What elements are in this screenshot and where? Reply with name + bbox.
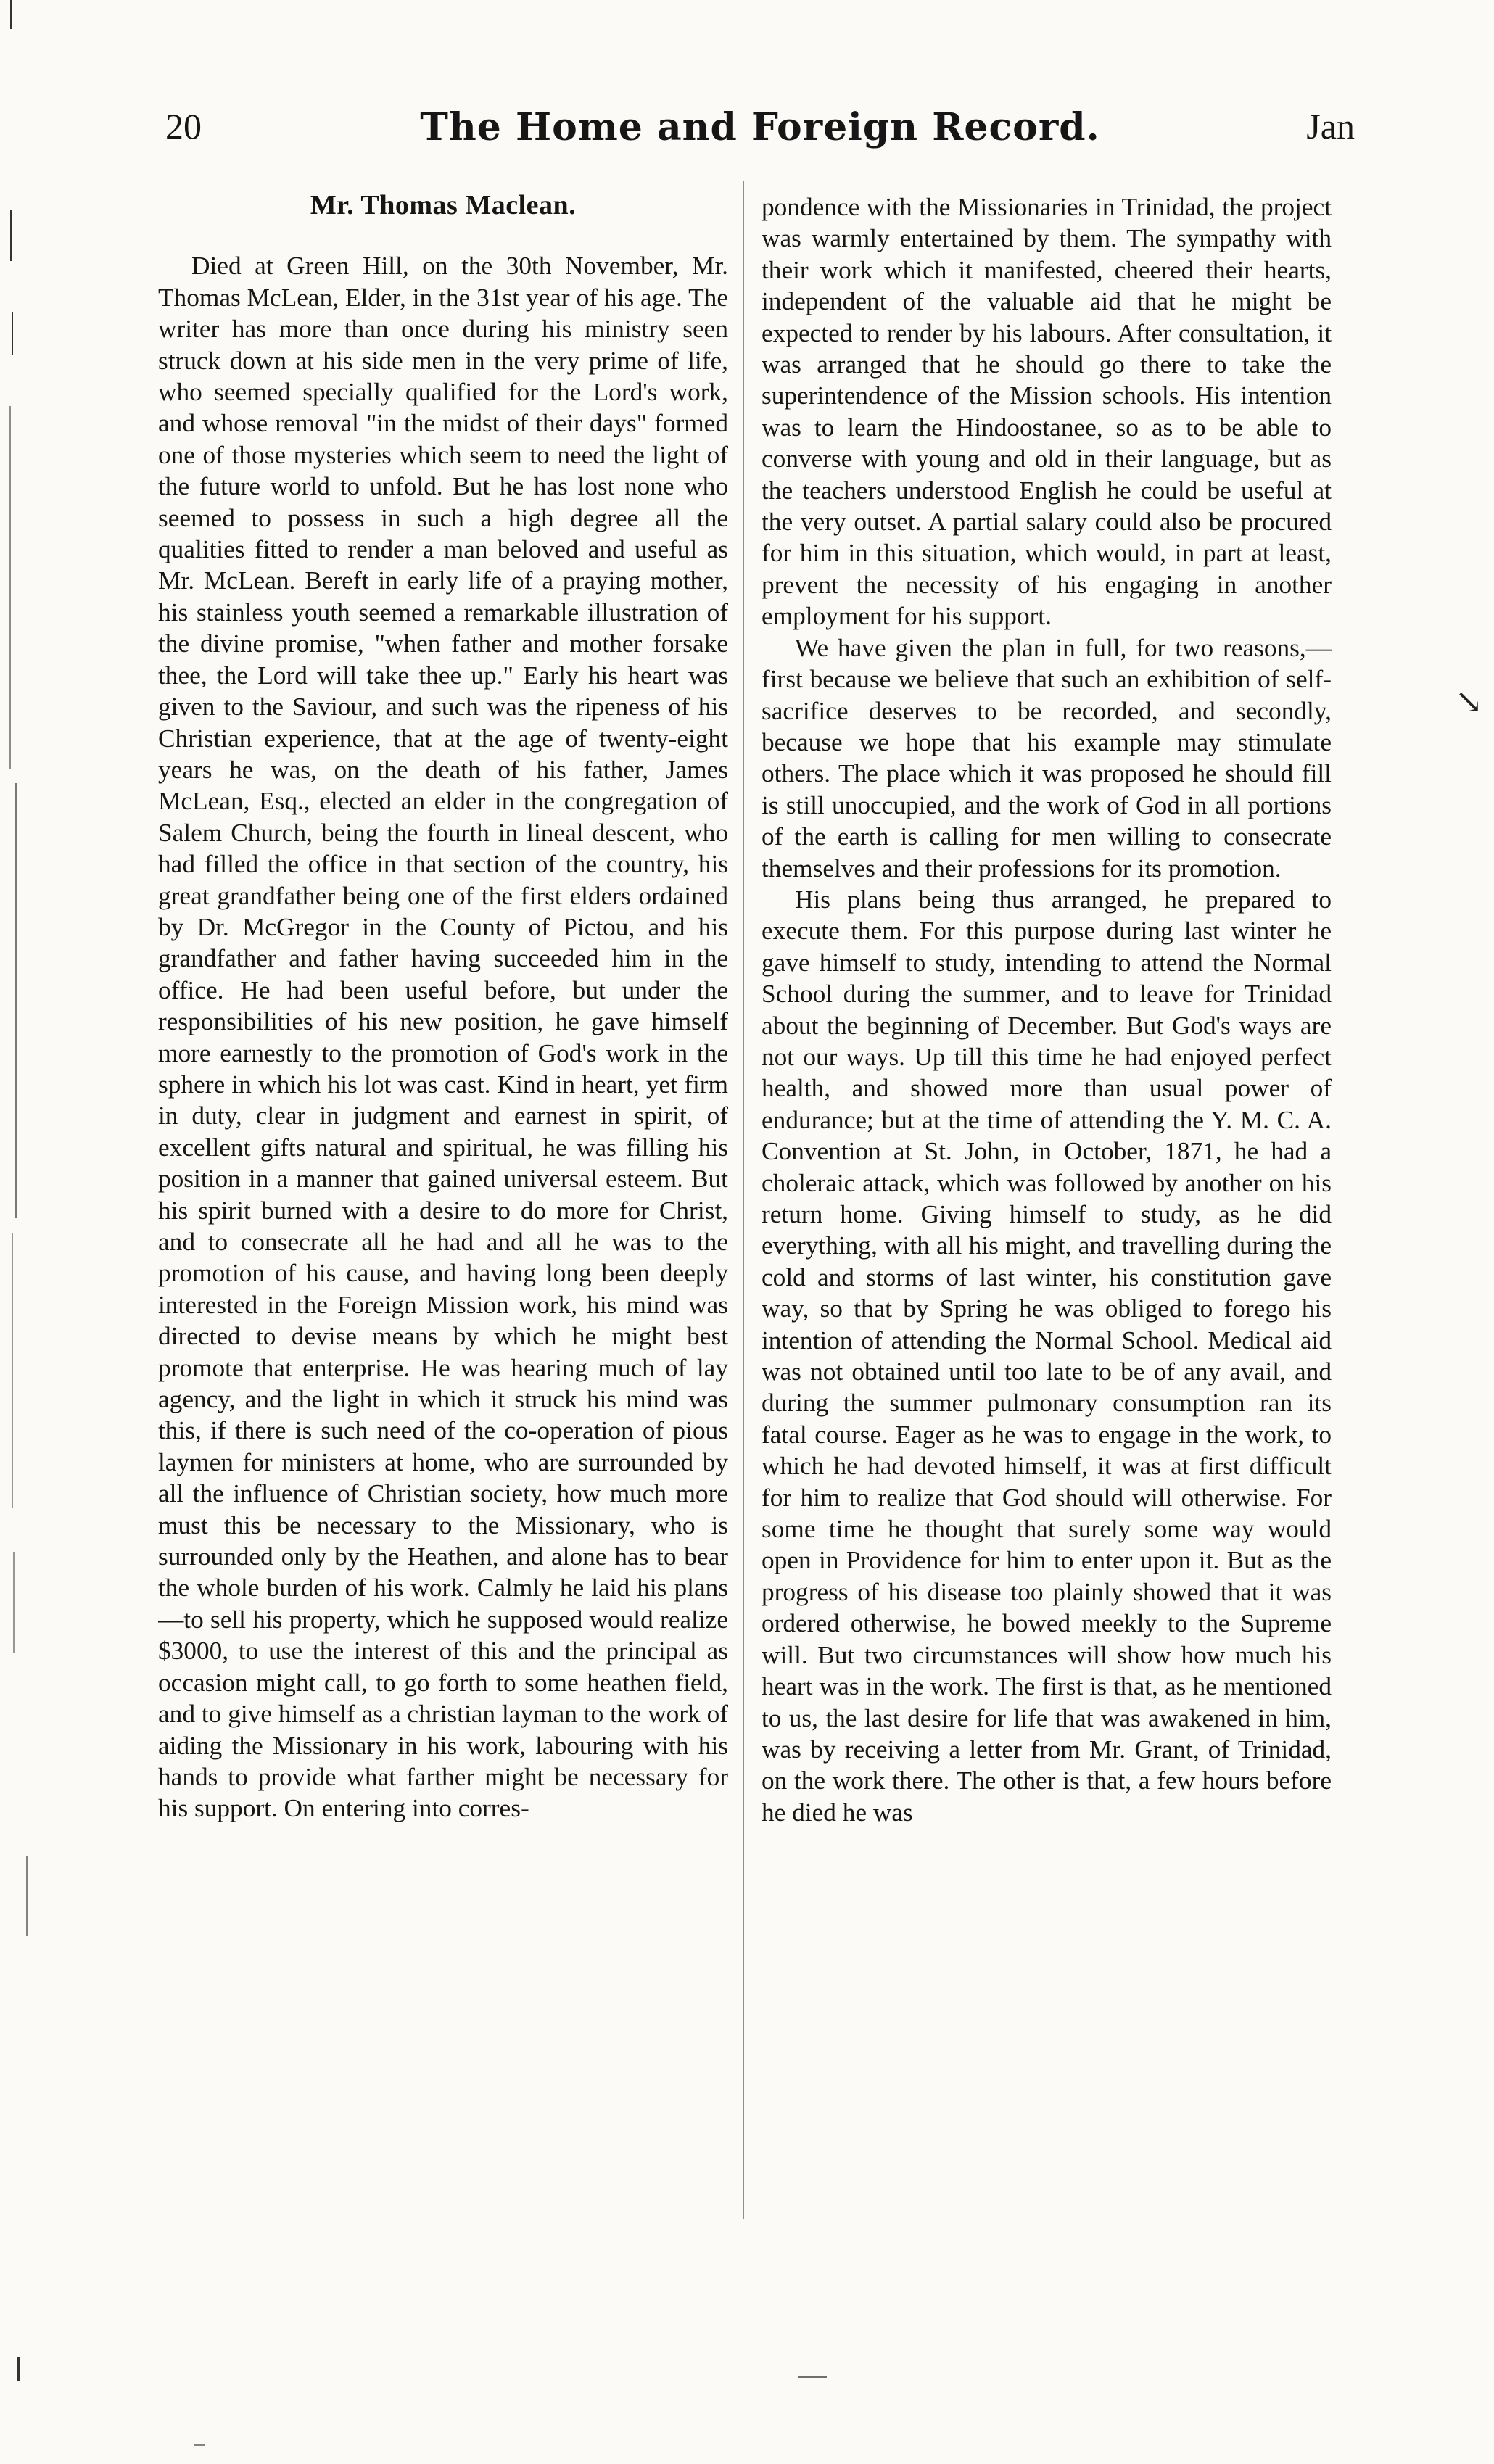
left-margin-mark [13, 1552, 15, 1653]
left-column [158, 190, 728, 2220]
right-margin-tick: ↘ [1455, 683, 1483, 720]
left-margin-mark [10, 210, 12, 261]
running-header [165, 105, 1355, 163]
bottom-scan-mark [194, 2444, 205, 2446]
bottom-scan-mark [798, 2376, 827, 2378]
left-margin-mark [10, 0, 12, 29]
article-paragraph: pondence with the Missionaries in Trinidad, the project was warmly entertained by them. The sympathy with their work which it manifested, cheered their hearts, independent of the valuable aid that he might be expected to render by his labours. After consultation, it was arranged that he should go there to take the superintendence of the Mission schools. His intention was to learn the Hindoostanee, so as to be able to converse with young and old in their language, but as the teachers understood English he could be useful at the very outset. A partial salary could also be procured for him in this situation, which would, in part at least, prevent the necessity of his engaging in another employment for his support. [762, 193, 1332, 631]
left-margin-mark [15, 783, 17, 1218]
left-margin-mark [9, 406, 11, 769]
left-margin-mark [26, 1856, 28, 1936]
page-number: 20 [165, 106, 202, 146]
publication-title: The Home and Foreign Record. [420, 105, 1100, 149]
left-margin-mark [12, 1233, 13, 1508]
article-title: Mr. Thomas Maclean. [310, 190, 577, 220]
left-margin-mark [12, 312, 13, 355]
right-column [762, 191, 1332, 2222]
issue-month: Jan [1306, 106, 1355, 146]
article-paragraph: We have given the plan in full, for two reasons,— first because we believe that such an exhibition of self-sacrifice deserves to be recorded, and secondly, because we hope that his example may stimulate others. The place which it was proposed he should fill is still unoccupied, and the work of God in all portions of the earth is calling for men willing to consecrate themselves and their professions for its promotion. [762, 633, 1332, 882]
article-paragraph: Died at Green Hill, on the 30th November, Mr. Thomas McLean, Elder, in the 31st year of his age. The writer has more than once during his ministry seen struck down at his side men in the very prime of life, who seemed specially qualified for the Lord's work, and whose removal "in the midst of their days" formed one of those mysteries which seem to need the light of the future world to unfold. But he has lost none who seemed to possess in such a high degree all the qualities fitted to render a man beloved and useful as Mr. McLean. Bereft in early life of a praying mother, his stainless youth seemed a remarkable illustration of the divine promise, "when father and mother forsake thee, the Lord will take thee up." Early his heart was given to the Saviour, and such was the ripeness of his Christian experience, that at the age of twenty-eight years he was, on the death of his father, James McLean, Esq., elected an elder in the congregation of Salem Church, being the fourth in lineal descent, who had filled the office in that section of the country, his great grandfather being one of the first elders ordained by Dr. McGregor in the County of Pictou, and his grandfather and father having succeeded him in the office. He had been useful before, but under the responsibilities of his new position, he gave himself more earnestly to the promotion of God's work in the sphere in which his lot was cast. Kind in heart, yet firm in duty, clear in judgment and earnest in spirit, of excellent gifts natural and spiritual, he was filling his position in a manner that gained universal esteem. But his spirit burned with a desire to do more for Christ, and to consecrate all he had and all he was to the promotion of his cause, and having long been deeply interested in the Foreign Mission work, his mind was directed to devise means by which he might best promote that enterprise. He was hearing much of lay agency, and the light in which it struck his mind was this, if there is such need of the co-operation of pious laymen for ministers at home, who are surrounded by all the influence of Christian society, how much more must this be necessary to the Missionary, who is surrounded only by the Heathen, and alone has to bear the whole burden of his work. Calmly he laid his plans—to sell his property, which he supposed would realize $3000, to use the interest of this and the principal as occasion might call, to go forth to some heathen field, and to give himself as a christian layman to the work of aiding the Missionary in his work, labouring with his hands to provide what farther might be necessary for his support. On entering into corres- [158, 252, 728, 1823]
left-margin-mark [17, 2357, 20, 2381]
article-paragraph: His plans being thus arranged, he prepared to execute them. For this purpose during last winter he gave himself to study, intending to attend the Normal School during the summer, and to leave for Trinidad about the beginning of December. But God's ways are not our ways. Up till this time he had enjoyed perfect health, and showed more than usual power of endurance; but at the time of attending the Y. M. C. A. Convention at St. John, in October, 1871, he had a choleraic attack, which was followed by another on his return home. Giving himself to study, as he did everything, with all his might, and travelling during the cold and storms of last winter, his constitution gave way, so that by Spring he was obliged to forego his intention of attending the Normal School. Medical aid was not obtained until too late to be of any avail, and during the summer pulmonary consumption ran its fatal course. Eager as he was to engage in the work, to which he had devoted himself, it was at first difficult for him to realize that God should will otherwise. For some time he thought that surely some way would open in Providence for him to enter upon it. But as the progress of his disease too plainly showed that it was ordered otherwise, he bowed meekly to the Supreme will. But two circumstances will show how much his heart was in the work. The first is that, as he mentioned to us, the last desire for life that was awakened in him, was by receiving a letter from Mr. Grant, of Trinidad, on the work there. The other is that, a few hours before he died he was [762, 885, 1332, 1827]
column-divider [743, 181, 744, 2219]
